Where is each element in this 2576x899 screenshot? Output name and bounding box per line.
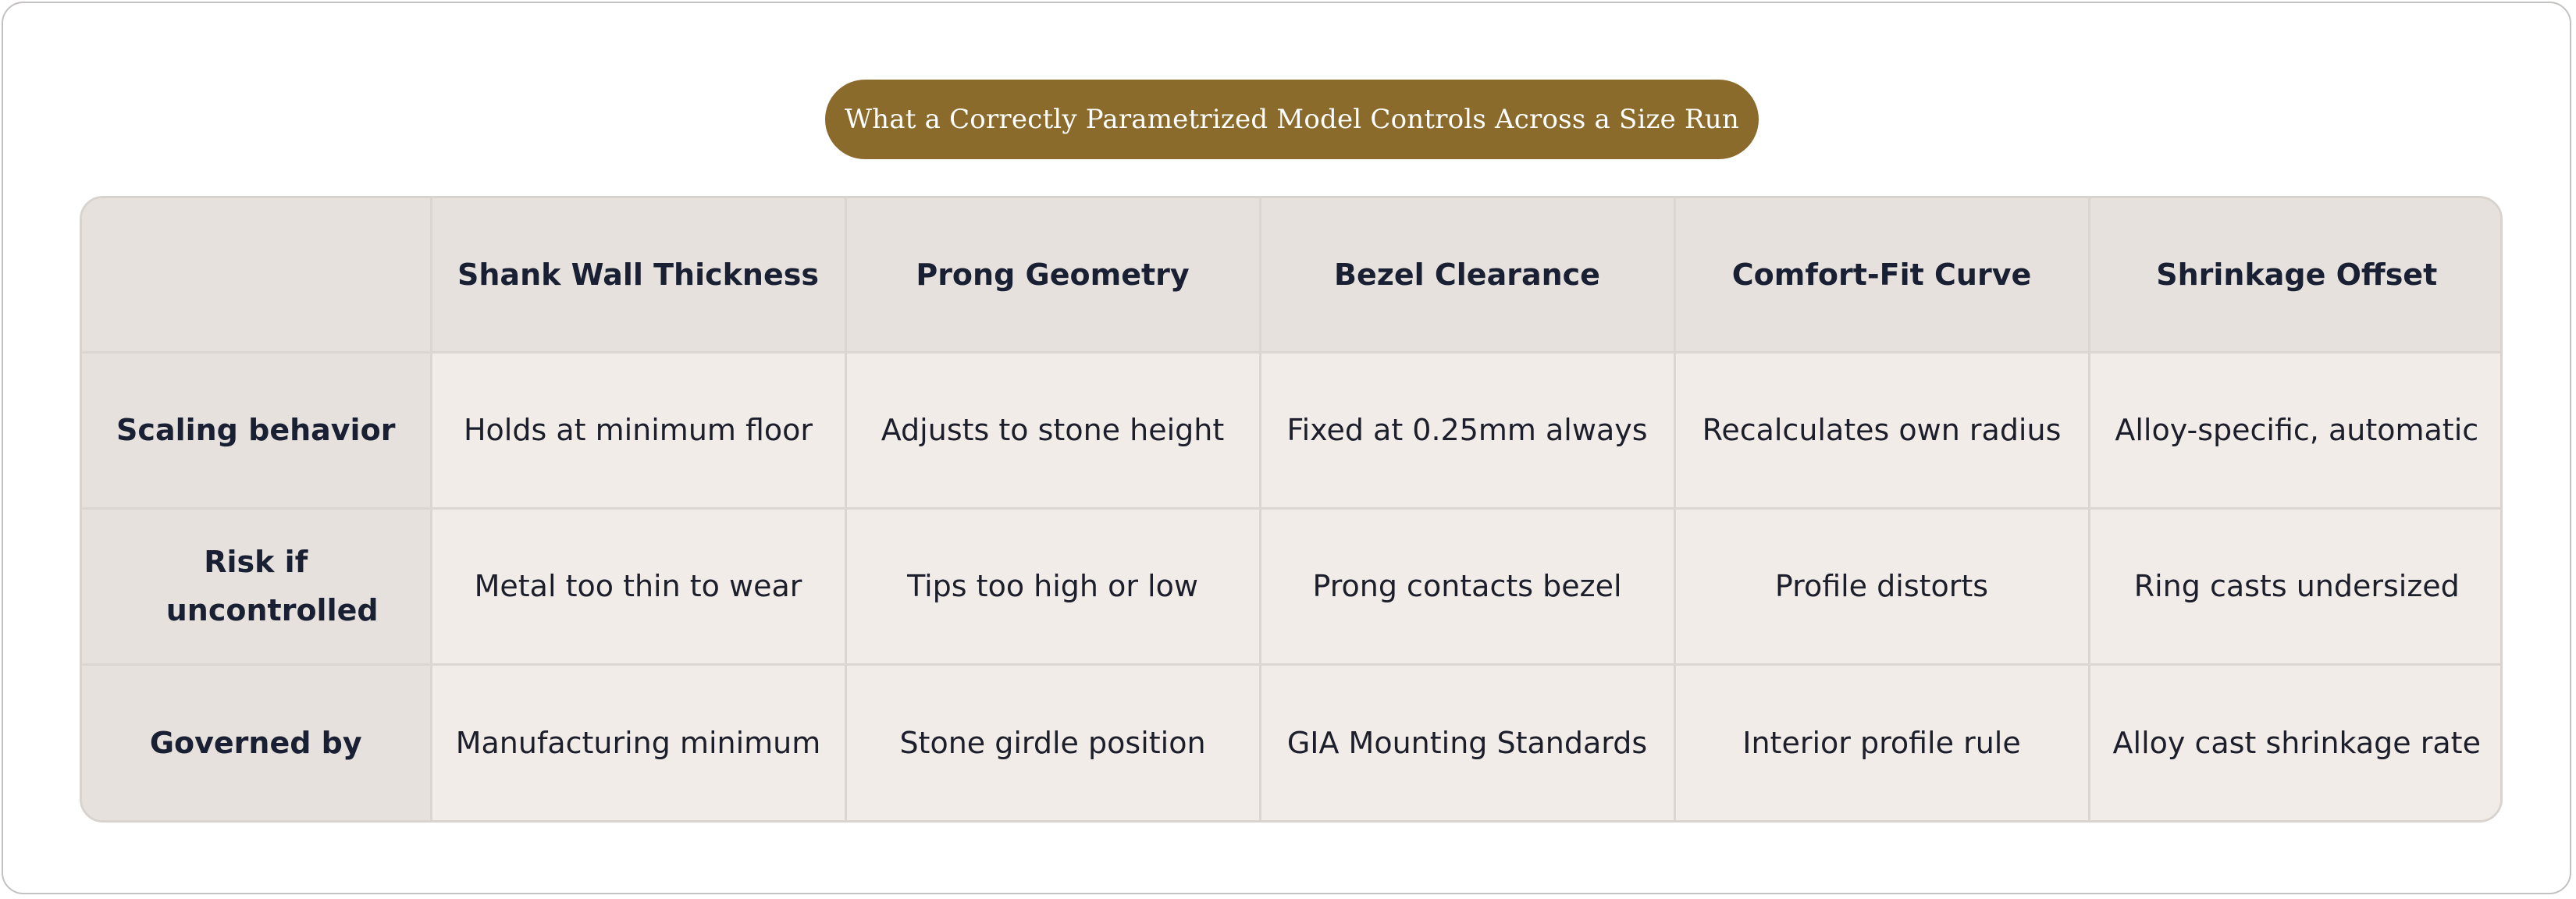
table-cell: Holds at minimum floor — [431, 352, 845, 508]
card-frame — [2, 2, 2571, 894]
table-row — [82, 508, 2503, 664]
parameter-table — [82, 198, 2503, 820]
table-cell: Stone girdle position — [845, 664, 1260, 820]
table-cell: Interior profile rule — [1674, 664, 2089, 820]
table-cell: Ring casts undersized — [2089, 508, 2503, 664]
comparison-table — [80, 196, 2503, 823]
table-cell: Recalculates own radius — [1674, 352, 2089, 508]
table-cell: Metal too thin to wear — [431, 508, 845, 664]
row-header-risk-if-uncontrolled — [82, 508, 431, 664]
column-header-prong-geometry: Prong Geometry — [845, 198, 1260, 352]
table-cell: Profile distorts — [1674, 508, 2089, 664]
table-cell: Tips too high or low — [845, 508, 1260, 664]
column-header-bezel-clearance: Bezel Clearance — [1260, 198, 1674, 352]
table-cell: Fixed at 0.25mm always — [1260, 352, 1674, 508]
header-row — [82, 198, 2503, 352]
table-title: What a Correctly Parametrized Model Controls Across a Size Run — [845, 104, 1739, 135]
row-header-risk-if-uncontrolled-label: Risk if uncontrolled — [165, 545, 379, 627]
table-cell: Prong contacts bezel — [1260, 508, 1674, 664]
table-row — [82, 352, 2503, 508]
table-row — [82, 664, 2503, 820]
table-cell: Manufacturing minimum — [431, 664, 845, 820]
column-header-shank-wall-thickness: Shank Wall Thickness — [431, 198, 845, 352]
row-header-scaling-behavior: Scaling behavior — [82, 352, 431, 508]
title-banner — [825, 80, 1759, 159]
row-header-governed-by: Governed by — [82, 664, 431, 820]
column-header-shrinkage-offset: Shrinkage Offset — [2089, 198, 2503, 352]
table-cell: Alloy-specific, automatic — [2089, 352, 2503, 508]
corner-cell — [82, 198, 431, 352]
table-cell: Alloy cast shrinkage rate — [2089, 664, 2503, 820]
table-cell: GIA Mounting Standards — [1260, 664, 1674, 820]
table-cell: Adjusts to stone height — [845, 352, 1260, 508]
column-header-comfort-fit-curve: Comfort-Fit Curve — [1674, 198, 2089, 352]
